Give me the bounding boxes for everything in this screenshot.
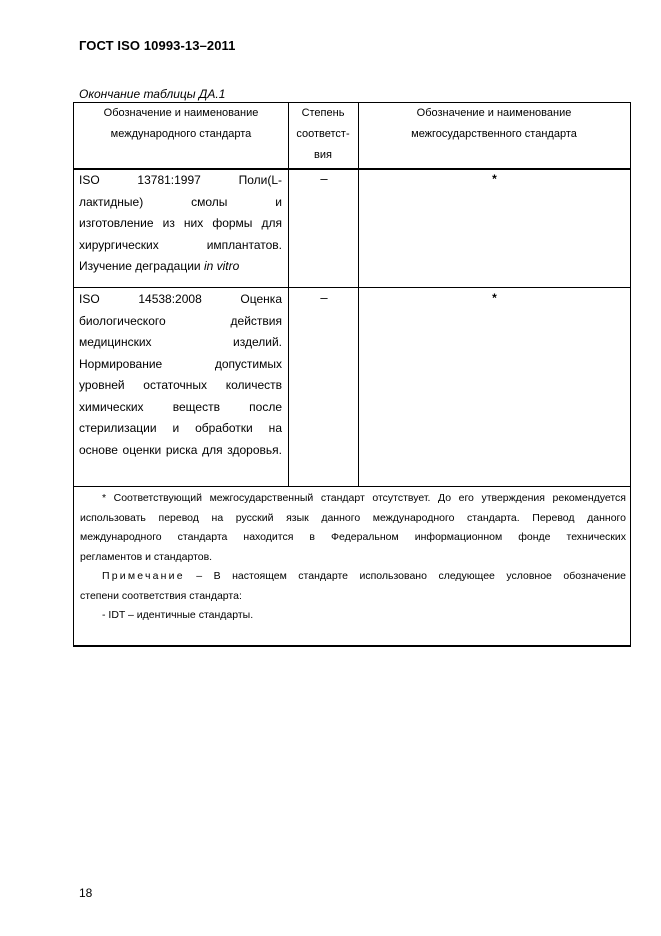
standards-table [73,102,631,647]
table-row-2-interstate: * [492,291,497,305]
page-number: 18 [79,886,93,900]
header-degree: Степень соответст- вия [296,107,350,161]
note-label: Примечание [102,570,185,582]
table-row-1-degree: – [320,171,328,186]
footnote-divider [74,486,630,487]
idt-line: - IDT – идентичные стандарты. [102,609,254,621]
header-international-standard: Обозначение и наименование международного стандарта [103,107,259,140]
header-interstate-standard: Обозначение и наименование межгосударственного стандарта [411,107,577,140]
note-line: Примечание – В настоящем стандарте использовано следующее условное обозначение [102,570,626,582]
table-caption: Окончание таблицы ДА.1 [79,87,226,101]
table-row-1-interstate: * [492,172,497,186]
table-row-2-name: ISO 14538:2008 Оценка биологического действия медицинских изделий. Нормирование допустимых уровней остаточных количеств химических веществ после стерилизации и обработки на основе оценки риска для здоровья. [79,292,282,457]
table-footnote: * Соответствующий межгосударственный стандарт отсутствует. До его утверждения рекомендуется использовать перевод на русский язык данного международного стандарта. Перевод данного международного стандарта находится в Федеральном информационном фонде технических регламентов и стандартов. Примечание – В настоящем стандарте использовано следующее условное обозначение степени соответствия стандарта: - IDT – идентичные стандарты. [80,489,626,626]
table-row-2-degree: – [320,290,328,305]
row-divider [74,287,630,288]
table-row-1-name: ISO 13781:1997 Поли(L- лактидные) смолы и изготовление из них формы для хирургических имплантатов. Изучение деградации in vitro [79,173,282,273]
document-header: ГОСТ ISO 10993-13–2011 [79,38,236,53]
